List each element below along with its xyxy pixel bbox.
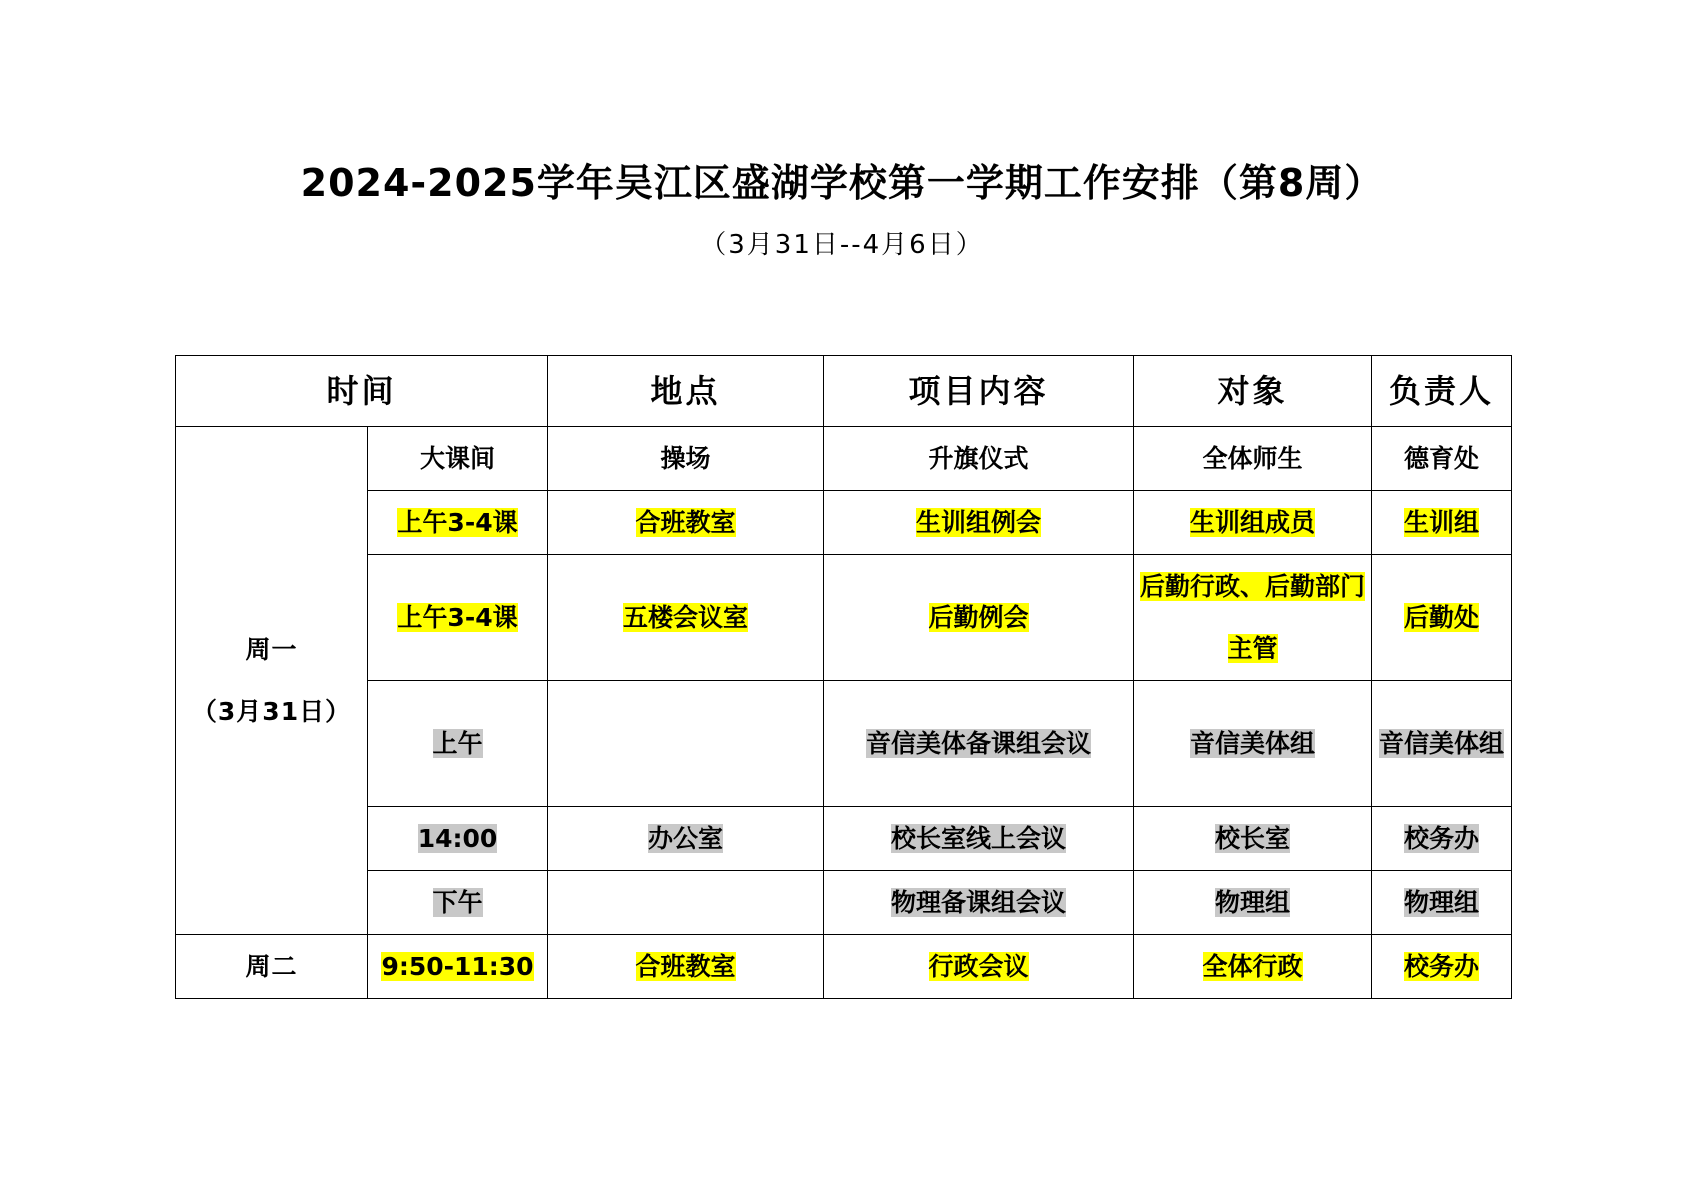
table-row [176,427,1512,491]
content-cell [824,491,1134,555]
table-row [176,491,1512,555]
target-cell [1134,935,1372,999]
owner-cell [1372,871,1512,935]
content-cell [824,681,1134,807]
content-text: 音信美体备课组会议 [866,728,1092,758]
location-cell [548,871,824,935]
location-text: 合班教室 [635,507,736,537]
time-cell [368,681,548,807]
time-cell [368,491,548,555]
time-text: 大课间 [420,443,496,473]
schedule-table [175,355,1512,999]
owner-cell [1372,935,1512,999]
date-range-subtitle: （3月31日--4月6日） [700,230,984,260]
table-row [176,555,1512,681]
location-text: 五楼会议室 [623,602,749,632]
content-cell [824,871,1134,935]
day-cell-tuesday [176,935,368,999]
content-cell [824,807,1134,871]
table-row [176,871,1512,935]
owner-text: 音信美体组 [1379,728,1505,758]
owner-text: 生训组 [1404,507,1480,537]
location-cell [548,555,824,681]
page-title: 2024-2025学年吴江区盛湖学校第一学期工作安排（第8周） [300,161,1384,205]
content-cell [824,935,1134,999]
day-date: （3月31日） [191,696,352,726]
location-cell [548,427,824,491]
location-text: 操场 [660,443,711,473]
owner-text: 后勤处 [1404,602,1480,632]
location-cell [548,681,824,807]
header-target: 对象 [1134,356,1372,427]
content-text: 物理备课组会议 [891,887,1067,917]
location-text: 办公室 [648,823,724,853]
day-label: 周一 [245,634,298,664]
content-cell [824,427,1134,491]
content-text: 校长室线上会议 [891,823,1067,853]
owner-text: 校务办 [1404,823,1480,853]
owner-text: 物理组 [1404,887,1480,917]
time-text: 上午 [432,728,483,758]
header-time: 时间 [176,356,548,427]
time-cell [368,935,548,999]
owner-cell [1372,681,1512,807]
content-cell [824,555,1134,681]
table-row [176,681,1512,807]
header-owner: 负责人 [1372,356,1512,427]
target-text: 生训组成员 [1190,507,1316,537]
target-cell [1134,555,1372,681]
day-cell-monday [176,427,368,935]
header-location: 地点 [548,356,824,427]
header-content: 项目内容 [824,356,1134,427]
table-row [176,935,1512,999]
location-cell [548,935,824,999]
time-cell [368,807,548,871]
owner-text: 德育处 [1404,443,1480,473]
location-cell [548,807,824,871]
table-header-row [176,356,1512,427]
time-cell [368,871,548,935]
target-text: 音信美体组 [1190,728,1316,758]
owner-cell [1372,555,1512,681]
content-text: 生训组例会 [916,507,1042,537]
target-cell [1134,427,1372,491]
target-cell [1134,681,1372,807]
owner-cell [1372,807,1512,871]
location-text: 合班教室 [635,951,736,981]
owner-text: 校务办 [1404,951,1480,981]
owner-cell [1372,427,1512,491]
target-cell [1134,871,1372,935]
time-text: 上午3-4课 [397,602,518,632]
day-label: 周二 [245,951,298,981]
location-cell [548,491,824,555]
content-text: 后勤例会 [928,602,1029,632]
content-text: 升旗仪式 [928,443,1029,473]
time-cell [368,555,548,681]
time-text: 14:00 [417,823,498,853]
owner-cell [1372,491,1512,555]
target-text: 后勤行政、后勤部门主管 [1140,571,1366,663]
target-text: 全体师生 [1202,443,1303,473]
target-cell [1134,491,1372,555]
content-text: 行政会议 [928,951,1029,981]
target-text: 全体行政 [1202,951,1303,981]
target-text: 校长室 [1215,823,1291,853]
time-text: 下午 [432,887,483,917]
target-cell [1134,807,1372,871]
time-text: 上午3-4课 [397,507,518,537]
time-cell [368,427,548,491]
table-row [176,807,1512,871]
time-text: 9:50-11:30 [381,951,534,981]
target-text: 物理组 [1215,887,1291,917]
